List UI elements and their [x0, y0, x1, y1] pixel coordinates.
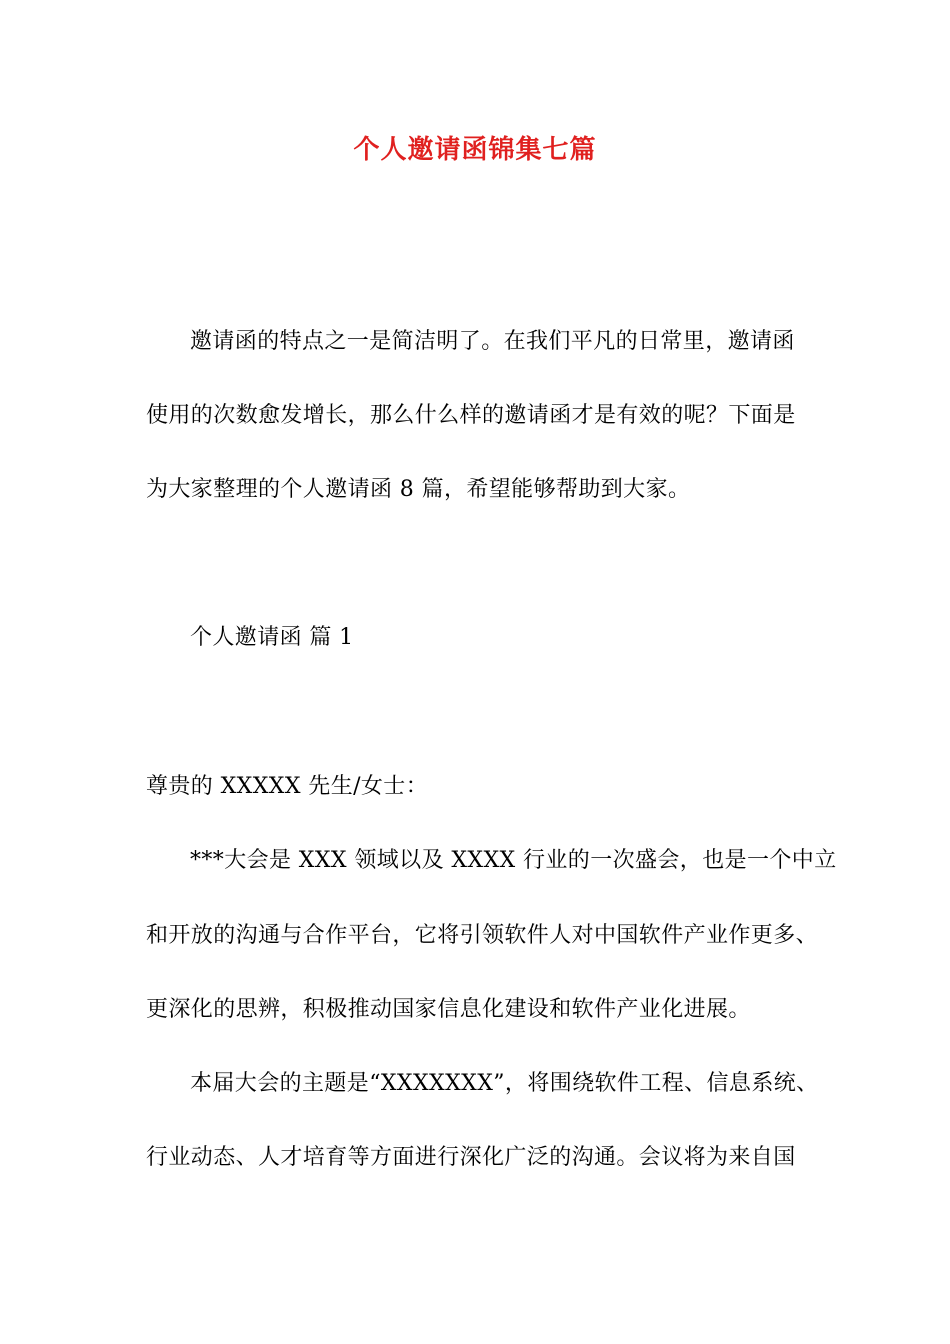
- intro-line-1: 邀请函的特点之一是简洁明了。在我们平凡的日常里，邀请函: [190, 329, 795, 354]
- body-line-1: ***大会是 XXX 领域以及 XXXX 行业的一次盛会，也是一个中立: [190, 848, 837, 873]
- body-line-2: 和开放的沟通与合作平台，它将引领软件人对中国软件产业作更多、: [146, 923, 819, 948]
- body-line-4: 本届大会的主题是“XXXXXXX”，将围绕软件工程、信息系统、: [190, 1071, 819, 1096]
- salutation: 尊贵的 XXXXX 先生/女士：: [146, 774, 429, 799]
- body-line-3: 更深化的思辨，积极推动国家信息化建设和软件产业化进展。: [146, 997, 751, 1022]
- intro-line-3: 为大家整理的个人邀请函 8 篇，希望能够帮助到大家。: [146, 477, 691, 502]
- body-line-5: 行业动态、人才培育等方面进行深化广泛的沟通。会议将为来自国: [146, 1145, 796, 1170]
- document-title: 个人邀请函锦集七篇: [353, 135, 597, 165]
- intro-line-2: 使用的次数愈发增长，那么什么样的邀请函才是有效的呢？下面是: [146, 403, 796, 428]
- section-heading: 个人邀请函 篇 1: [190, 625, 354, 650]
